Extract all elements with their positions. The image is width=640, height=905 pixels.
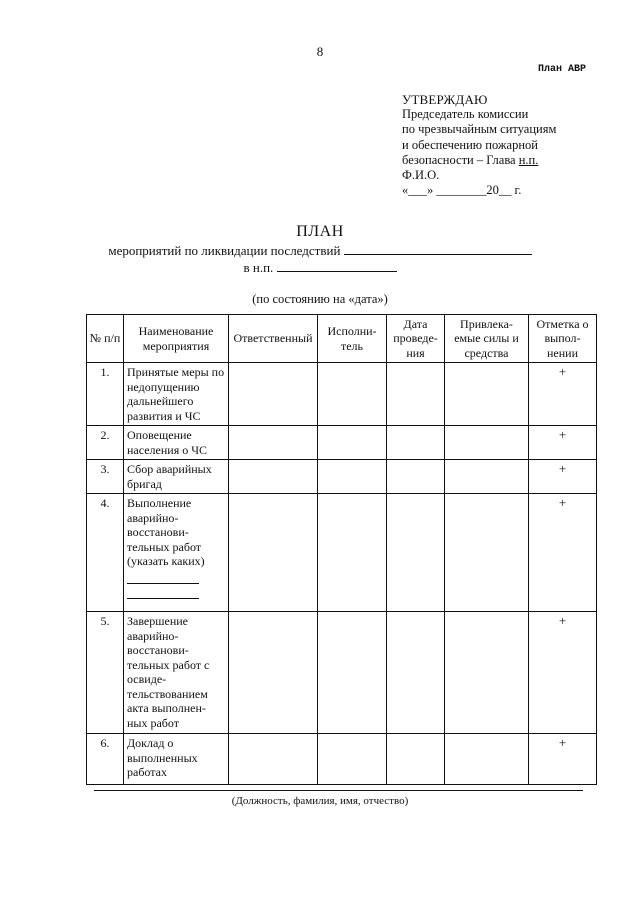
row-mark: + xyxy=(529,734,597,785)
row-forces-cell xyxy=(445,426,529,460)
row-executor-cell xyxy=(318,426,387,460)
header-responsible: Ответственный xyxy=(229,315,318,363)
plan-tag: План АВР xyxy=(537,64,586,75)
consequences-blank xyxy=(344,243,532,255)
table-row xyxy=(87,734,597,785)
row-executor-cell xyxy=(318,460,387,494)
row-date-cell xyxy=(387,494,445,612)
row-mark: + xyxy=(529,494,597,612)
header-executor: Исполни-тель xyxy=(318,315,387,363)
signature-caption: (Должность, фамилия, имя, отчество) xyxy=(231,795,409,807)
header-mark: Отметка о выпол-нении xyxy=(529,315,597,363)
signature-line xyxy=(94,790,583,791)
row-name: Оповещение населения о ЧС xyxy=(124,426,229,460)
approval-line-5: Ф.И.О. xyxy=(402,168,440,183)
subtitle-line-1 xyxy=(0,242,640,259)
row-forces-cell xyxy=(445,734,529,785)
table-row xyxy=(87,460,597,494)
row-responsible-cell xyxy=(229,734,318,785)
table-header-row xyxy=(87,315,597,363)
row-mark: + xyxy=(529,426,597,460)
row-name: Принятые меры по недопущению дальнейшего развития и ЧС xyxy=(124,363,229,426)
header-date: Дата проведе-ния xyxy=(387,315,445,363)
work-type-blank-2 xyxy=(127,584,199,599)
work-type-blank-1 xyxy=(127,569,199,584)
approval-date-line: «___» ________20__ г. xyxy=(402,183,522,198)
approval-line-4-text: безопасности – Глава xyxy=(402,152,519,167)
plan-table xyxy=(86,314,597,785)
row-date-cell xyxy=(387,612,445,734)
row-executor-cell xyxy=(318,494,387,612)
row-num: 3. xyxy=(87,460,124,494)
header-name: Наименование мероприятия xyxy=(124,315,229,363)
table-row xyxy=(87,426,597,460)
locality-blank xyxy=(277,260,397,272)
approval-line-4 xyxy=(402,153,556,168)
row-mark: + xyxy=(529,612,597,734)
row-num: 1. xyxy=(87,363,124,426)
row-name-cell xyxy=(124,494,229,612)
row-name: Завершение аварийно-восстанови-тельных работ с освиде-тельствованием акта выполнен-ных работ xyxy=(124,612,229,734)
subtitle-text-1: мероприятий по ликвидации последствий xyxy=(108,243,341,258)
row-responsible-cell xyxy=(229,460,318,494)
row-forces-cell xyxy=(445,363,529,426)
approval-line-1: Председатель комиссии xyxy=(402,107,529,122)
row-date-cell xyxy=(387,734,445,785)
row-name: Выполнение аварийно-восстанови-тельных работ (указать каких) xyxy=(127,496,205,568)
row-responsible-cell xyxy=(229,363,318,426)
approval-title: УТВЕРЖДАЮ xyxy=(402,92,488,107)
row-mark: + xyxy=(529,363,597,426)
row-responsible-cell xyxy=(229,426,318,460)
subtitle-text-2: в н.п. xyxy=(243,260,274,275)
row-responsible-cell xyxy=(229,612,318,734)
row-date-cell xyxy=(387,363,445,426)
table-row xyxy=(87,363,597,426)
subtitle-line-2 xyxy=(0,259,640,276)
row-executor-cell xyxy=(318,734,387,785)
page-number: 8 xyxy=(316,44,324,59)
row-date-cell xyxy=(387,426,445,460)
header-forces: Привлека-емые силы и средства xyxy=(445,315,529,363)
row-num: 6. xyxy=(87,734,124,785)
approval-line-2: по чрезвычайным ситуациям xyxy=(402,122,557,137)
row-mark: + xyxy=(529,460,597,494)
row-num: 2. xyxy=(87,426,124,460)
row-name: Сбор аварийных бригад xyxy=(124,460,229,494)
row-num: 5. xyxy=(87,612,124,734)
approval-line-4-abbr: н.п. xyxy=(518,152,539,167)
table-row xyxy=(87,494,597,612)
row-responsible-cell xyxy=(229,494,318,612)
row-num: 4. xyxy=(87,494,124,612)
state-note: (по состоянию на «дата») xyxy=(252,292,388,306)
approval-line-3: и обеспечению пожарной xyxy=(402,137,538,152)
row-forces-cell xyxy=(445,612,529,734)
table-row xyxy=(87,612,597,734)
row-name: Доклад о выполненных работах xyxy=(124,734,229,785)
row-executor-cell xyxy=(318,363,387,426)
approval-block xyxy=(402,92,556,198)
row-executor-cell xyxy=(318,612,387,734)
row-forces-cell xyxy=(445,460,529,494)
document-subtitle xyxy=(0,242,640,276)
document-title: ПЛАН xyxy=(296,223,344,240)
row-forces-cell xyxy=(445,494,529,612)
row-date-cell xyxy=(387,460,445,494)
header-num: № п/п xyxy=(87,315,124,363)
